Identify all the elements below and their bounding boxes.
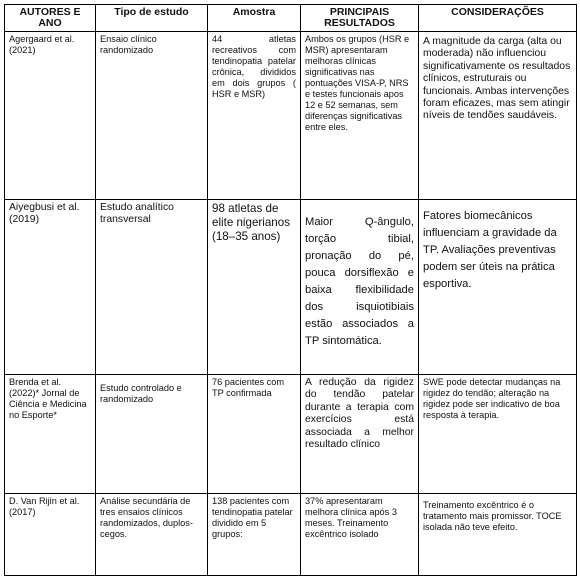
considerations-text: A magnitude da carga (alta ou moderada) não influenciou significativamente os resultados clínicos, estruturais ou funcionais. Ambas intervenções foram eficazes, mas sem atingir níveis de tendões saudáveis. [423, 36, 571, 122]
table-row [5, 32, 577, 200]
authors-text: D. Van Rijin et al. (2017) [9, 496, 80, 517]
study-type-text: Estudo controlado e randomizado [100, 383, 182, 404]
header-results: PRINCIPAIS RESULTADOS [301, 5, 419, 32]
cell-study-type [96, 200, 208, 375]
table-row [5, 494, 577, 576]
study-type-text: Análise secundária de tres ensaios clínicos randomizados, duplos- cegos. [100, 496, 193, 539]
considerations-text: Treinamento excêntrico é o tratamento mais promissor. TOCE isolada não teve efeito. [423, 500, 562, 532]
header-considerations: CONSIDERAÇÕES [419, 5, 577, 32]
authors-text: Aiyegbusi et al. (2019) [9, 202, 80, 226]
results-text: A redução da rigidez do tendão patelar durante a terapia com exercícios está associada a melhor resultado clínico [305, 377, 414, 451]
header-authors: AUTORES E ANO [5, 5, 96, 32]
header-sample: Amostra [208, 5, 301, 32]
header-row [5, 5, 577, 32]
cell-results [301, 32, 419, 200]
cell-authors [5, 375, 96, 494]
authors-text: Brenda et al.(2022)* Jornal de Ciência e Medicina no Esporte* [9, 377, 87, 420]
cell-sample [208, 494, 301, 576]
cell-results [301, 375, 419, 494]
cell-study-type [96, 32, 208, 200]
sample-text: 98 atletas de elite nigerianos (18–35 anos) [212, 202, 290, 244]
table-row [5, 200, 577, 375]
considerations-text: SWE pode detectar mudanças na rigidez do tendão; alteração na rigidez pode ser indicativo de boa resposta à terapia. [423, 377, 561, 420]
cell-study-type [96, 375, 208, 494]
results-text: 37% apresentaram melhora clínica após 3 meses. Treinamento excêntrico isolado [305, 496, 397, 539]
cell-results [301, 494, 419, 576]
cell-results [301, 200, 419, 375]
sample-text: 76 pacientes com TP confirmada [212, 377, 285, 398]
cell-authors [5, 32, 96, 200]
authors-text: Agergaard et al.(2021) [9, 34, 75, 55]
considerations-text: Fatores biomecânicos influenciam a gravidade da TP. Avaliações preventivas podem ser úteis na prática esportiva. [423, 210, 557, 290]
study-type-text: Ensaio clínico randomizado [100, 34, 157, 55]
literature-review-table [4, 4, 577, 576]
cell-considerations [419, 200, 577, 375]
cell-sample [208, 200, 301, 375]
cell-sample [208, 32, 301, 200]
results-text: Maior Q-ângulo, torção tibial, pronação do pé, pouca dorsiflexão e baixa flexibilidade dos isquiotibiais estão associados a TP sintomática. [305, 216, 414, 347]
sample-text: 138 pacientes com tendinopatia patelar dividido em 5 grupos: [212, 496, 293, 539]
results-text: Ambos os grupos (HSR e MSR) apresentaram melhoras clínicas significativas nas pontuações VISA-P, NRS e testes funcionais apos 12 e 52 semanas, sem diferenças significativas entre eles. [305, 34, 410, 132]
cell-considerations [419, 494, 577, 576]
sample-text: 44 atletas recreativos com tendinopatia patelar crônica, divididos em dois grupos ( HSR e MSR) [212, 34, 296, 99]
cell-authors [5, 494, 96, 576]
study-type-text: Estudo analítico transversal [100, 202, 174, 226]
cell-study-type [96, 494, 208, 576]
table-row [5, 375, 577, 494]
cell-sample [208, 375, 301, 494]
cell-authors [5, 200, 96, 375]
cell-considerations [419, 375, 577, 494]
header-study-type: Tipo de estudo [96, 5, 208, 32]
cell-considerations [419, 32, 577, 200]
